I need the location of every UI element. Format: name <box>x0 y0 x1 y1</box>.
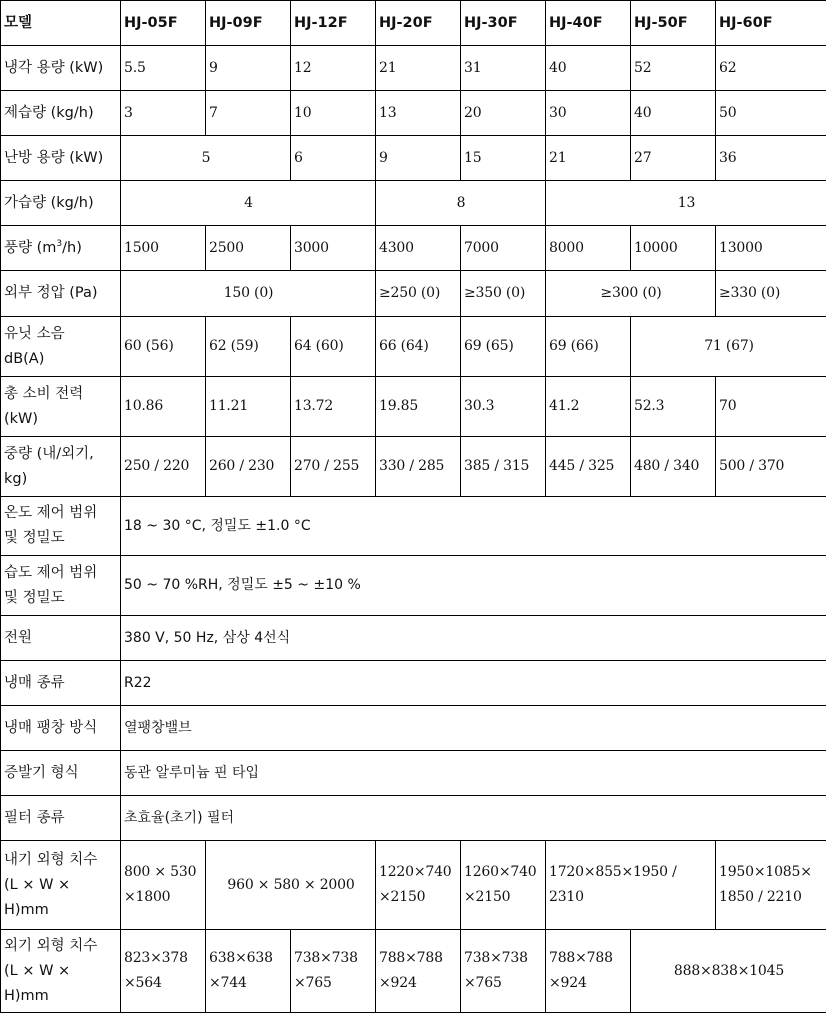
cell-value: 69 (65) <box>461 317 546 377</box>
cell-value: 70 <box>716 377 826 437</box>
cell-value: 1220×740 ×2150 <box>376 841 461 930</box>
cell-value: 788×788 ×924 <box>376 930 461 1013</box>
cell-value: 6 <box>291 136 376 181</box>
cell-value: 36 <box>716 136 826 181</box>
table-row <box>1 796 826 841</box>
cell-value: 13 <box>376 91 461 136</box>
table-row <box>1 930 826 1013</box>
table-row <box>1 136 826 181</box>
cell-value: 5 <box>121 136 291 181</box>
cell-value: 9 <box>376 136 461 181</box>
row-label: 전원 <box>1 616 121 661</box>
model-name: HJ-09F <box>206 1 291 46</box>
cell-value: 800 × 530 ×1800 <box>121 841 206 930</box>
cell-value: 열팽창밸브 <box>121 706 826 751</box>
cell-value: 50 <box>716 91 826 136</box>
cell-value: 4 <box>121 181 376 226</box>
model-name: HJ-20F <box>376 1 461 46</box>
row-label: 제습량 (kg/h) <box>1 91 121 136</box>
cell-value: 380 V, 50 Hz, 삼상 4선식 <box>121 616 826 661</box>
cell-value: 13000 <box>716 226 826 271</box>
cell-value: 11.21 <box>206 377 291 437</box>
cell-value: 3000 <box>291 226 376 271</box>
cell-value: 30.3 <box>461 377 546 437</box>
cell-value: 480 / 340 <box>631 437 716 497</box>
model-name: HJ-30F <box>461 1 546 46</box>
cell-value: 41.2 <box>546 377 631 437</box>
row-label: 증발기 형식 <box>1 751 121 796</box>
cell-value: 1950×1085× 1850 / 2210 <box>716 841 826 930</box>
cell-value: 1500 <box>121 226 206 271</box>
table-row <box>1 377 826 437</box>
model-name: HJ-50F <box>631 1 716 46</box>
row-label: 외부 정압 (Pa) <box>1 271 121 317</box>
cell-value: 71 (67) <box>631 317 826 377</box>
cell-value: ≥300 (0) <box>546 271 716 317</box>
row-label: 총 소비 전력 (kW) <box>1 377 121 437</box>
cell-value: 150 (0) <box>121 271 376 317</box>
cell-value: 21 <box>376 46 461 91</box>
cell-value: ≥250 (0) <box>376 271 461 317</box>
cell-value: 823×378 ×564 <box>121 930 206 1013</box>
cell-value: 638×638 ×744 <box>206 930 291 1013</box>
cell-value: 7 <box>206 91 291 136</box>
row-label: 유닛 소음 dB(A) <box>1 317 121 377</box>
table-row <box>1 751 826 796</box>
cell-value: ≥350 (0) <box>461 271 546 317</box>
cell-value: 21 <box>546 136 631 181</box>
cell-value: 64 (60) <box>291 317 376 377</box>
cell-value: 40 <box>546 46 631 91</box>
cell-value: 5.5 <box>121 46 206 91</box>
row-label <box>1 226 121 271</box>
cell-value: 66 (64) <box>376 317 461 377</box>
row-label: 필터 종류 <box>1 796 121 841</box>
model-name: HJ-40F <box>546 1 631 46</box>
row-label: 난방 용량 (kW) <box>1 136 121 181</box>
cell-value: 동관 알루미늄 핀 타입 <box>121 751 826 796</box>
cell-value: 52 <box>631 46 716 91</box>
cell-value: ≥330 (0) <box>716 271 826 317</box>
cell-value: 260 / 230 <box>206 437 291 497</box>
cell-value: 960 × 580 × 2000 <box>206 841 376 930</box>
cell-value: 738×738 ×765 <box>291 930 376 1013</box>
cell-value: 738×738 ×765 <box>461 930 546 1013</box>
row-label: 온도 제어 범위 및 정밀도 <box>1 497 121 556</box>
cell-value: 15 <box>461 136 546 181</box>
table-row <box>1 497 826 556</box>
cell-value: 13.72 <box>291 377 376 437</box>
table-row <box>1 271 826 317</box>
cell-value: 445 / 325 <box>546 437 631 497</box>
cell-value: 10000 <box>631 226 716 271</box>
cell-value: 60 (56) <box>121 317 206 377</box>
cell-value: 27 <box>631 136 716 181</box>
cell-value: 31 <box>461 46 546 91</box>
cell-value: 4300 <box>376 226 461 271</box>
cell-value: 62 <box>716 46 826 91</box>
cell-value: 3 <box>121 91 206 136</box>
cell-value: 2500 <box>206 226 291 271</box>
model-name: HJ-60F <box>716 1 826 46</box>
model-header: 모델 <box>1 1 121 46</box>
cell-value: 12 <box>291 46 376 91</box>
model-name: HJ-12F <box>291 1 376 46</box>
cell-value: 18 ~ 30 °C, 정밀도 ±1.0 °C <box>121 497 826 556</box>
table-row <box>1 46 826 91</box>
cell-value: R22 <box>121 661 826 706</box>
table-row <box>1 841 826 930</box>
cell-value: 30 <box>546 91 631 136</box>
cell-value: 270 / 255 <box>291 437 376 497</box>
header-row <box>1 1 826 46</box>
superscript: 3 <box>56 238 63 249</box>
row-label: 습도 제어 범위 및 정밀도 <box>1 556 121 616</box>
table-row <box>1 91 826 136</box>
table-row <box>1 661 826 706</box>
table-row <box>1 706 826 751</box>
cell-value: 10 <box>291 91 376 136</box>
row-label: 냉각 용량 (kW) <box>1 46 121 91</box>
cell-value: 8000 <box>546 226 631 271</box>
cell-value: 330 / 285 <box>376 437 461 497</box>
row-label-text: /h) <box>62 239 82 256</box>
row-label: 냉매 종류 <box>1 661 121 706</box>
cell-value: 40 <box>631 91 716 136</box>
cell-value: 8 <box>376 181 546 226</box>
cell-value: 69 (66) <box>546 317 631 377</box>
cell-value: 500 / 370 <box>716 437 826 497</box>
row-label: 외기 외형 치수 (L × W × H)mm <box>1 930 121 1013</box>
cell-value: 20 <box>461 91 546 136</box>
row-label: 내기 외형 치수 (L × W × H)mm <box>1 841 121 930</box>
model-name: HJ-05F <box>121 1 206 46</box>
cell-value: 788×788 ×924 <box>546 930 631 1013</box>
table-row <box>1 556 826 616</box>
table-row <box>1 437 826 497</box>
cell-value: 13 <box>546 181 826 226</box>
table-row <box>1 317 826 377</box>
cell-value: 초효율(초기) 필터 <box>121 796 826 841</box>
cell-value: 1260×740 ×2150 <box>461 841 546 930</box>
row-label: 중량 (내/외기, kg) <box>1 437 121 497</box>
table-row <box>1 181 826 226</box>
cell-value: 62 (59) <box>206 317 291 377</box>
cell-value: 52.3 <box>631 377 716 437</box>
cell-value: 888×838×1045 <box>631 930 826 1013</box>
row-label-text: 풍량 (m <box>4 239 57 256</box>
cell-value: 385 / 315 <box>461 437 546 497</box>
row-label: 가습량 (kg/h) <box>1 181 121 226</box>
cell-value: 7000 <box>461 226 546 271</box>
cell-value: 9 <box>206 46 291 91</box>
cell-value: 250 / 220 <box>121 437 206 497</box>
cell-value: 50 ~ 70 %RH, 정밀도 ±5 ~ ±10 % <box>121 556 826 616</box>
row-label: 냉매 팽창 방식 <box>1 706 121 751</box>
cell-value: 1720×855×1950 / 2310 <box>546 841 716 930</box>
cell-value: 19.85 <box>376 377 461 437</box>
table-row <box>1 616 826 661</box>
table-row <box>1 226 826 271</box>
cell-value: 10.86 <box>121 377 206 437</box>
